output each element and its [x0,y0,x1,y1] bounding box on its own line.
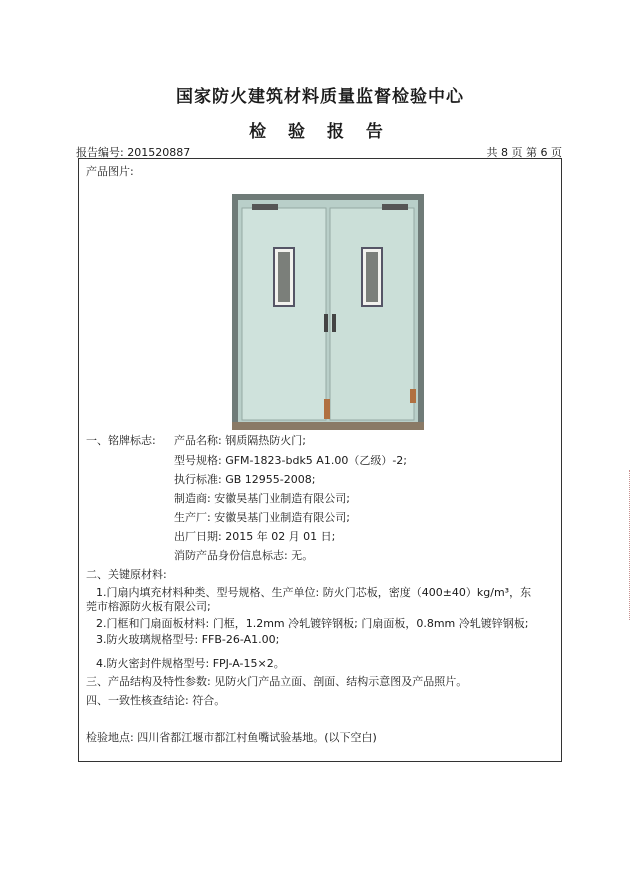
door-illustration [232,194,424,430]
test-location: 检验地点: 四川省都江堰市都江村鱼嘴试验基地。(以下空白) [86,731,377,744]
page-count: 共 8 页 第 6 页 [486,146,562,159]
production-date: 出厂日期: 2015 年 02 月 01 日; [174,530,336,543]
material-item-1-cont: 莞市榕源防火板有限公司; [86,600,211,613]
report-number: 报告编号: 201520887 [76,146,191,159]
producer: 生产厂: 安徽昊基门业制造有限公司; [174,511,350,524]
report-title: 国家防火建筑材料质量监督检验中心 [176,87,464,107]
product-name: 产品名称: 钢质隔热防火门; [174,434,306,447]
product-photo [232,194,424,430]
manufacturer: 制造商: 安徽昊基门业制造有限公司; [174,492,350,505]
photo-label: 产品图片: [86,165,134,178]
id-mark: 消防产品身份信息标志: 无。 [174,549,314,562]
report-subtitle: 检 验 报 告 [249,122,391,142]
scan-edge-mark [629,470,636,620]
materials-heading: 二、关键原材料: [86,568,167,581]
material-item-1: 1.门扇内填充材料种类、型号规格、生产单位: 防火门芯板，密度（400±40）kg/m³，东 [96,586,532,599]
model-spec: 型号规格: GFM-1823-bdk5 A1.00（乙级）-2; [174,454,407,467]
standard: 执行标准: GB 12955-2008; [174,473,316,486]
material-item-4: 4.防火密封件规格型号: FPJ-A-15×2。 [96,657,285,670]
structure-line: 三、产品结构及特性参数: 见防火门产品立面、剖面、结构示意图及产品照片。 [86,675,468,688]
nameplate-heading: 一、铭牌标志: [86,434,156,447]
consistency-line: 四、一致性核查结论: 符合。 [86,694,226,707]
material-item-3: 3.防火玻璃规格型号: FFB-26-A1.00; [96,633,280,646]
material-item-2: 2.门框和门扇面板材料: 门框，1.2mm 冷轧镀锌钢板; 门扇面板，0.8mm 冷轧镀锌钢板; [96,617,529,630]
